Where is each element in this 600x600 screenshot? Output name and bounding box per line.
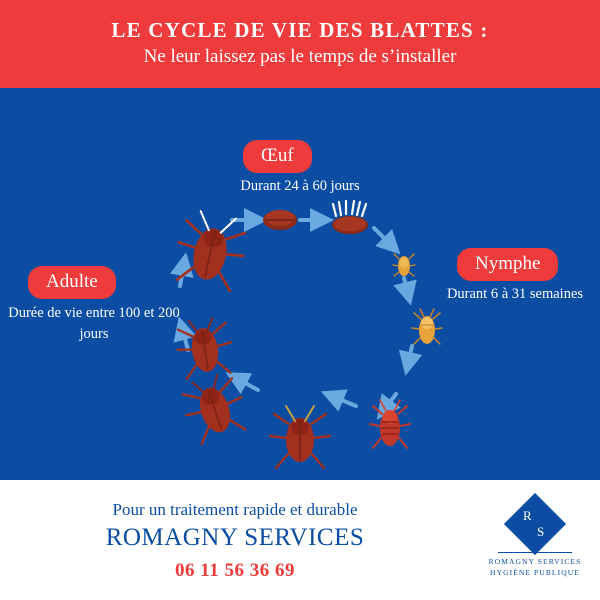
ootheca-icon — [332, 201, 368, 234]
header-banner — [0, 0, 600, 88]
adult-left-mid-icon — [174, 316, 235, 380]
header-title-line1: LE CYCLE DE VIE DES BLATTES : — [111, 18, 489, 43]
stage-caption-adult: Durée de vie entre 100 et 200 jours — [8, 305, 180, 343]
stage-caption-nymph: Durant 6 à 31 semaines — [446, 286, 584, 302]
footer — [0, 480, 600, 600]
company-logo — [480, 502, 590, 579]
logo-diamond-shape — [504, 493, 566, 555]
footer-brand-name: ROMAGNY SERVICES — [105, 524, 365, 551]
logo-letter-r: R — [523, 508, 533, 523]
egg-icon — [263, 210, 297, 230]
stage-label-nymph: Nymphe — [457, 248, 558, 281]
stage-label-egg: Œuf — [243, 140, 312, 173]
logo-letter-s: S — [537, 524, 546, 539]
logo-company-name: ROMAGNY SERVICES — [488, 557, 582, 566]
adult-bottom-icon — [270, 406, 330, 468]
stage-label-adult: Adulte — [28, 266, 116, 299]
lifecycle-diagram — [0, 88, 600, 480]
logo-monogram — [513, 502, 557, 546]
footer-tagline: Pour un traitement rapide et durable — [112, 500, 358, 519]
footer-phone-number[interactable]: 06 11 56 36 69 — [175, 560, 295, 581]
logo-company-subtitle: HYGIÈNE PUBLIQUE — [490, 568, 580, 578]
nymph-late-icon — [370, 400, 410, 448]
nymph-medium-icon — [412, 309, 442, 344]
nymph-small-icon — [393, 254, 415, 276]
stage-caption-egg: Durant 24 à 60 jours — [240, 178, 360, 194]
header-title-line2: Ne leur laissez pas le temps de s’installer — [143, 46, 457, 68]
